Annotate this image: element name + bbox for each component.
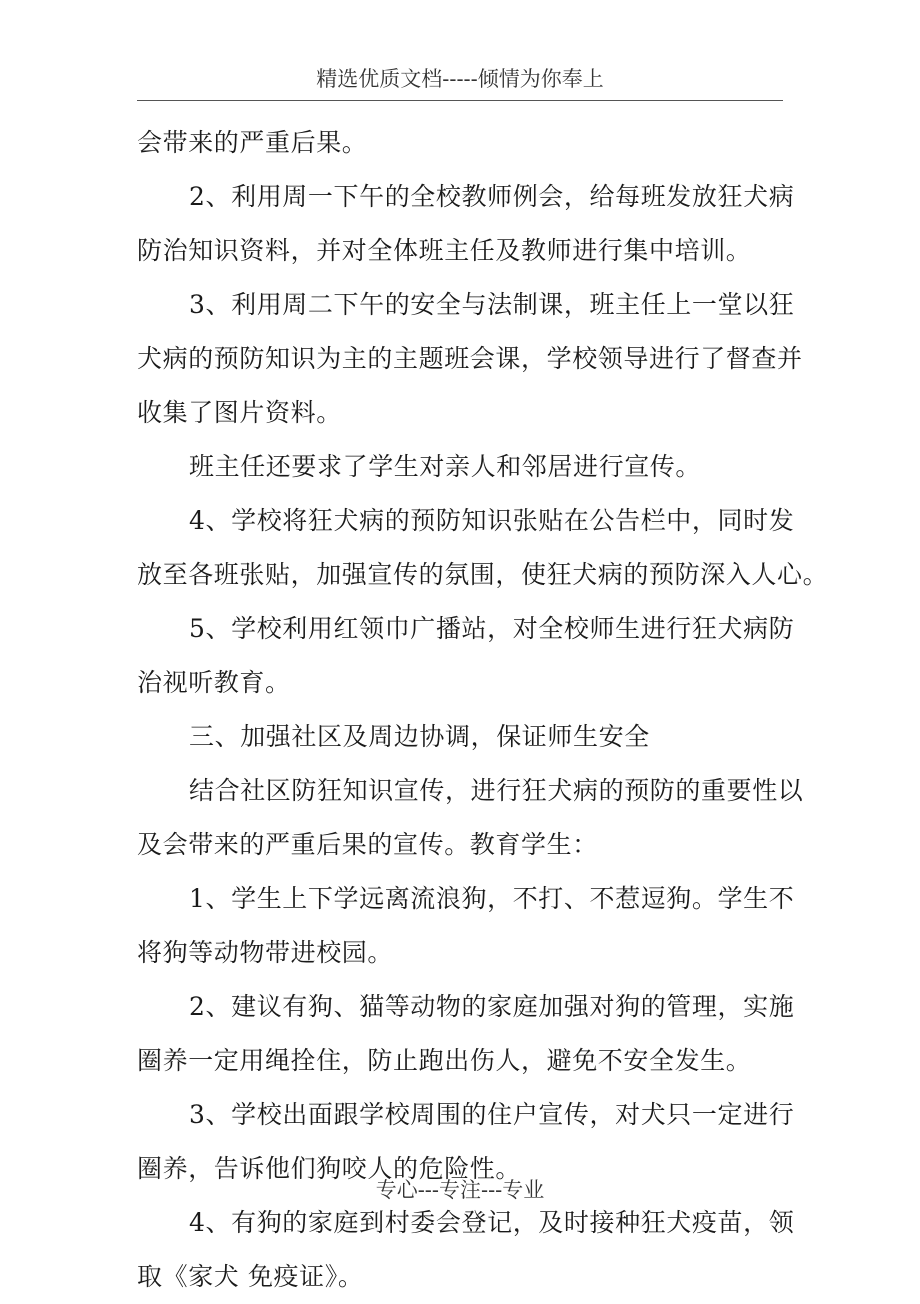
paragraph-line: 放至各班张贴，加强宣传的氛围，使狂犬病的预防深入人心。 (137, 560, 829, 589)
paragraph-line: 1、学生上下学远离流浪狗，不打、不惹逗狗。学生不 (189, 884, 795, 913)
paragraph-line: 2、建议有狗、猫等动物的家庭加强对狗的管理，实施 (189, 992, 795, 1021)
paragraph-line: 会带来的严重后果。 (137, 128, 368, 157)
paragraph-line: 治视听教育。 (137, 668, 291, 697)
paragraph-line: 防治知识资料，并对全体班主任及教师进行集中培训。 (137, 236, 752, 265)
paragraph-line: 5、学校利用红领巾广播站，对全校师生进行狂犬病防 (189, 614, 795, 643)
paragraph-line: 4、有狗的家庭到村委会登记，及时接种狂犬疫苗，领 (189, 1208, 795, 1237)
page-header: 精选优质文档-----倾情为你奉上 (316, 67, 604, 91)
header-divider (137, 100, 783, 101)
paragraph-line: 将狗等动物带进校园。 (137, 938, 394, 967)
paragraph-line: 3、利用周二下午的安全与法制课，班主任上一堂以狂 (189, 290, 795, 319)
paragraph-line: 4、学校将狂犬病的预防知识张贴在公告栏中，同时发 (189, 506, 795, 535)
paragraph-line: 圈养一定用绳拴住，防止跑出伤人，避免不安全发生。 (137, 1046, 752, 1075)
paragraph-line: 2、利用周一下午的全校教师例会，给每班发放狂犬病 (189, 182, 795, 211)
paragraph-line: 圈养，告诉他们狗咬人的危险性。 (137, 1154, 522, 1183)
paragraph-line: 收集了图片资料。 (137, 398, 342, 427)
section-heading: 三、加强社区及周边协调，保证师生安全 (189, 722, 650, 751)
paragraph-line: 结合社区防狂知识宣传，进行狂犬病的预防的重要性以 (189, 776, 804, 805)
document-body (137, 116, 829, 1304)
paragraph-line: 3、学校出面跟学校周围的住户宣传，对犬只一定进行 (189, 1100, 795, 1129)
paragraph-line: 及会带来的严重后果的宣传。教育学生： (137, 830, 598, 859)
paragraph-line: 取《家犬 免疫证》。 (137, 1262, 364, 1291)
page-footer: 专心---专注---专业 (375, 1178, 545, 1202)
paragraph-line: 犬病的预防知识为主的主题班会课，学校领导进行了督查并 (137, 344, 803, 373)
paragraph-line: 班主任还要求了学生对亲人和邻居进行宣传。 (189, 452, 702, 481)
